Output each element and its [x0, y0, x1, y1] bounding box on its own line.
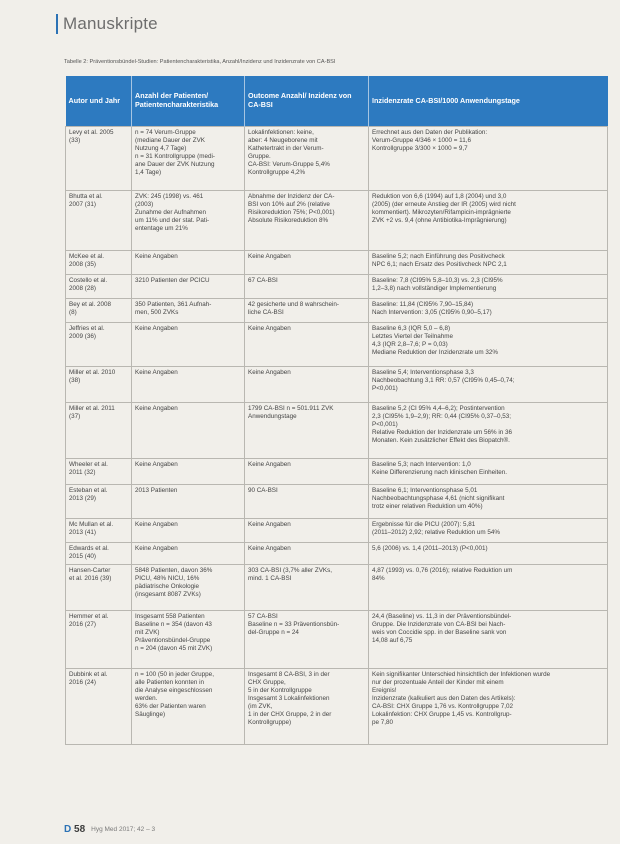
cell-text-line: del-Gruppe n = 24: [248, 629, 299, 636]
cell-text-line: Keine Angaben: [135, 369, 178, 376]
rate-cell: [369, 519, 608, 543]
table-row: [66, 543, 608, 565]
table-row: [66, 669, 608, 745]
cell-text-line: (2011–2012) 2,92; relative Reduktion um 54%: [372, 529, 501, 536]
cell-text-line: Keine Angaben: [248, 545, 291, 552]
cell-text-line: mit ZVK): [135, 629, 160, 636]
cell-text-line: Anwendungstage: [248, 413, 297, 420]
cell-text-line: Zunahme der Aufnahmen: [135, 209, 207, 216]
cell-text-line: Risikoreduktion 75%; P<0,001): [248, 209, 335, 216]
outcome-cell: [245, 275, 369, 299]
cell-text-line: (2005) (der erneute Anstieg der IR (2005) wird nicht: [372, 201, 516, 208]
page-number: D 58: [64, 824, 86, 835]
cell-text-line: pe 7,80: [372, 719, 394, 726]
cell-text-line: Esteban et al.: [69, 487, 108, 494]
cell-text-line: Hansen-Carter: [69, 567, 111, 574]
cell-text-line: Reduktion von 6,6 (1994) auf 1,8 (2004) und 3,0: [372, 193, 507, 200]
cell-text-line: Baseline 5,4; Interventionsphase 3,3: [372, 369, 474, 376]
patients-cell: [132, 459, 245, 485]
patients-cell: [132, 251, 245, 275]
cell-text-line: Miller et al. 2011: [69, 405, 115, 412]
cell-text-line: mind. 1 CA-BSI: [248, 575, 292, 582]
cell-text-line: CA-BSI: CHX Gruppe 1,76 vs. Kontrollgruppe 7,02: [372, 703, 514, 710]
cell-text-line: (37): [69, 413, 81, 420]
author-cell: [66, 543, 132, 565]
author-cell: [66, 127, 132, 191]
cell-text-line: n = 31 Kontrollgruppe (medi-: [135, 153, 215, 160]
cell-text-line: 2009 (36): [69, 333, 96, 340]
cell-text-line: Bey et al. 2008: [69, 301, 112, 308]
cell-text-line: Lokalinfektion: CHX Gruppe 1,45 vs. Kontrollgrup-: [372, 711, 512, 718]
cell-text-line: Baseline 5,3; nach Intervention: 1,0: [372, 461, 471, 468]
author-cell: [66, 403, 132, 459]
table-row: [66, 611, 608, 669]
cell-text-line: Monaten. Kein zusätzlicher Effekt des Biopatch®.: [372, 437, 510, 444]
patients-cell: [132, 611, 245, 669]
cell-text-line: ZVK: 245 (1998) vs. 461: [135, 193, 204, 200]
cell-text-line: Kathetertrakt in der Verum-: [248, 145, 324, 152]
cell-text-line: 4,3 (IQR 2,8–7,6; P = 0,03): [372, 341, 448, 348]
cell-text-line: Jeffries et al.: [69, 325, 105, 332]
cell-text-line: Abnahme der Inzidenz der CA-: [248, 193, 335, 200]
author-cell: [66, 485, 132, 519]
table-row: [66, 485, 608, 519]
cell-text-line: P<0,001): [372, 421, 398, 428]
cell-text-line: 2007 (31): [69, 201, 96, 208]
cell-text-line: ane Dauer der ZVK Nutzung: [135, 161, 215, 168]
cell-text-line: Levy et al. 2005: [69, 129, 114, 136]
cell-text-line: Insgesamt 8 CA-BSI, 3 in der: [248, 671, 330, 678]
cell-text-line: Costello et al.: [69, 277, 108, 284]
cell-text-line: Insgesamt 558 Patienten: [135, 613, 205, 620]
cell-text-line: Letztes Viertel der Teilnahme: [372, 333, 453, 340]
author-cell: [66, 519, 132, 543]
author-cell: [66, 565, 132, 611]
cell-text-line: Keine Angaben: [135, 545, 178, 552]
cell-text-line: 1799 CA-BSI n = 501.911 ZVK: [248, 405, 334, 412]
cell-text-line: 5 in der Kontrollgruppe: [248, 687, 312, 694]
cell-text-line: kommentiert). Mikrozyten/Rifampicin-imprägnierte: [372, 209, 511, 216]
outcome-cell: [245, 299, 369, 323]
author-cell: [66, 367, 132, 403]
table-header-row: [66, 76, 608, 127]
rate-cell: [369, 191, 608, 251]
cell-text-line: 67 CA-BSI: [248, 277, 278, 284]
cell-text-line: 2016 (27): [69, 621, 96, 628]
cell-text-line: 2016 (24): [69, 679, 96, 686]
table-row: [66, 367, 608, 403]
cell-text-line: 5848 Patienten, davon 36%: [135, 567, 213, 574]
table-row: [66, 323, 608, 367]
section-accent-bar: [56, 14, 58, 34]
author-cell: [66, 191, 132, 251]
cell-text-line: et al. 2016 (39): [69, 575, 112, 582]
cell-text-line: (8): [69, 309, 77, 316]
cell-text-line: Wheeler et al.: [69, 461, 108, 468]
cell-text-line: Insgesamt 3 Lokalinfektionen: [248, 695, 330, 702]
author-cell: [66, 251, 132, 275]
cell-text-line: Keine Angaben: [135, 253, 178, 260]
table-caption: Tabelle 2: Präventionsbündel-Studien: Patientencharakteristika, Anzahl/Inzidenz und Inzidenzrate von CA-BSI: [64, 59, 336, 65]
rate-cell: [369, 611, 608, 669]
cell-text-line: Miller et al. 2010: [69, 369, 116, 376]
rate-cell: [369, 543, 608, 565]
cell-text-line: alle Patienten konnten in: [135, 679, 204, 686]
data-table: [65, 76, 608, 745]
cell-text-line: 5,6 (2006) vs. 1,4 (2011–2013) (P<0,001): [372, 545, 488, 552]
section-header: [56, 14, 158, 34]
cell-text-line: 1 in der CHX Gruppe, 2 in der: [248, 711, 332, 718]
author-cell: [66, 459, 132, 485]
cell-text-line: (im ZVK,: [248, 703, 273, 710]
cell-text-line: Baseline 5,2 (CI 95% 4,4–6,2); Postintervention: [372, 405, 505, 412]
table-row: [66, 565, 608, 611]
table-row: [66, 275, 608, 299]
cell-text-line: Präventionsbündel-Gruppe: [135, 637, 211, 644]
cell-text-line: Nach Intervention: 3,05 (CI95% 0,90–5,17): [372, 309, 492, 316]
page-footer: [64, 824, 155, 835]
cell-text-line: 24,4 (Baseline) vs. 11,3 in der Präventionsbündel-: [372, 613, 512, 620]
cell-text-line: 42 gesicherte und 8 wahrschein-: [248, 301, 340, 308]
cell-text-line: Edwards et al.: [69, 545, 109, 552]
cell-text-line: ententage um 21%: [135, 225, 188, 232]
table-row: [66, 191, 608, 251]
author-cell: [66, 299, 132, 323]
cell-text-line: Relative Reduktion der Inzidenzrate um 56% in 36: [372, 429, 513, 436]
table-row: [66, 519, 608, 543]
cell-text-line: 2015 (40): [69, 553, 96, 560]
cell-text-line: CHX Gruppe,: [248, 679, 286, 686]
cell-text-line: Baseline n = 354 (davon 43: [135, 621, 212, 628]
cell-text-line: 14,08 auf 6,75: [372, 637, 413, 644]
cell-text-line: McKee et al.: [69, 253, 104, 260]
cell-text-line: Baseline: 11,84 (CI95% 7,90–15,84): [372, 301, 474, 308]
rate-cell: [369, 669, 608, 745]
cell-text-line: Keine Differenzierung nach klinischen Einheiten.: [372, 469, 508, 476]
cell-text-line: Keine Angaben: [135, 325, 178, 332]
cell-text-line: Ereignis!: [372, 687, 397, 694]
cell-text-line: Keine Angaben: [248, 521, 291, 528]
cell-text-line: die Analyse eingeschlossen: [135, 687, 213, 694]
cell-text-line: liche CA-BSI: [248, 309, 284, 316]
cell-text-line: Keine Angaben: [135, 521, 178, 528]
cell-text-line: Gruppe.: [248, 153, 271, 160]
cell-text-line: 2013 (29): [69, 495, 96, 502]
cell-text-line: 2011 (32): [69, 469, 96, 476]
cell-text-line: (insgesamt 8087 ZVKs): [135, 591, 201, 598]
cell-text-line: Mediane Reduktion der Inzidenzrate um 32%: [372, 349, 499, 356]
cell-text-line: (33): [69, 137, 81, 144]
cell-text-line: 90 CA-BSI: [248, 487, 278, 494]
cell-text-line: (2003): [135, 201, 154, 208]
cell-text-line: n = 100 (50 in jeder Gruppe,: [135, 671, 214, 678]
table-row: [66, 299, 608, 323]
rate-cell: [369, 403, 608, 459]
journal-reference: Hyg Med 2017; 42 – 3: [91, 826, 156, 833]
cell-text-line: Inzidenzrate (kalkuliert aus den Daten des Artikels):: [372, 695, 516, 702]
column-header: Inzidenzrate CA-BSI/1000 Anwendungstage: [369, 76, 608, 127]
cell-text-line: Kontrollgruppe 3/300 × 1000 = 9,7: [372, 145, 468, 152]
cell-text-line: Lokalinfektionen: keine,: [248, 129, 314, 136]
rate-cell: [369, 459, 608, 485]
outcome-cell: [245, 191, 369, 251]
cell-text-line: Kein signifikanter Unterschied hinsichtlich der Infektionen wurde: [372, 671, 551, 678]
cell-text-line: ZVK +2 vs. 9,4 (ohne Antibiotika-Imprägnierung): [372, 217, 507, 224]
cell-text-line: Verum-Gruppe 4/346 × 1000 = 11,6: [372, 137, 471, 144]
cell-text-line: Mc Mullan et al.: [69, 521, 114, 528]
patients-cell: [132, 275, 245, 299]
cell-text-line: Ergebnisse für die PICU (2007): 5,81: [372, 521, 476, 528]
cell-text-line: weis von Coccidie spp. in der Baseline sank von: [372, 629, 507, 636]
rate-cell: [369, 127, 608, 191]
cell-text-line: um 11% und der stat. Pati-: [135, 217, 210, 224]
rate-cell: [369, 275, 608, 299]
column-header: Autor und Jahr: [66, 76, 132, 127]
cell-text-line: 2013 Patienten: [135, 487, 178, 494]
cell-text-line: NPC 6,1; nach Ersatz des Positivcheck NPC 2,1: [372, 261, 507, 268]
patients-cell: [132, 565, 245, 611]
cell-text-line: 2008 (35): [69, 261, 96, 268]
cell-text-line: Dubbink et al.: [69, 671, 108, 678]
column-header: Anzahl der Patienten/ Patientencharakteristika: [132, 76, 245, 127]
patients-cell: [132, 543, 245, 565]
author-cell: [66, 275, 132, 299]
patients-cell: [132, 191, 245, 251]
patients-cell: [132, 403, 245, 459]
outcome-cell: [245, 565, 369, 611]
section-title: Manuskripte: [63, 14, 158, 33]
cell-text-line: aber: 4 Neugeborene mit: [248, 137, 318, 144]
cell-text-line: 84%: [372, 575, 385, 582]
cell-text-line: 4,87 (1993) vs. 0,76 (2016); relative Reduktion um: [372, 567, 513, 574]
cell-text-line: P<0,001): [372, 385, 398, 392]
cell-text-line: 2,3 (CI95% 1,9–2,9); RR: 0,44 (CI95% 0,37–0,53;: [372, 413, 511, 420]
outcome-cell: [245, 367, 369, 403]
table-row: [66, 251, 608, 275]
outcome-cell: [245, 323, 369, 367]
author-cell: [66, 611, 132, 669]
cell-text-line: 2013 (41): [69, 529, 96, 536]
patients-cell: [132, 127, 245, 191]
column-header: Outcome Anzahl/ Inzidenz von CA-BSI: [245, 76, 369, 127]
cell-text-line: Absolute Risikoreduktion 8%: [248, 217, 329, 224]
cell-text-line: nur der prozentuale Anteil der Kinder mit einem: [372, 679, 504, 686]
cell-text-line: pädiatrische Onkologie: [135, 583, 200, 590]
cell-text-line: 350 Patienten, 361 Aufnah-: [135, 301, 212, 308]
table-row: [66, 127, 608, 191]
cell-text-line: BSI von 10% auf 2% (relative: [248, 201, 330, 208]
outcome-cell: [245, 611, 369, 669]
cell-text-line: n = 74 Verum-Gruppe: [135, 129, 196, 136]
outcome-cell: [245, 543, 369, 565]
cell-text-line: Gruppe. Die Inzidenzrate von CA-BSI bei Nach-: [372, 621, 506, 628]
patients-cell: [132, 299, 245, 323]
rate-cell: [369, 323, 608, 367]
cell-text-line: 1,2–3,8) nach vollständiger Implementierung: [372, 285, 497, 292]
cell-text-line: 63% der Patienten waren: [135, 703, 206, 710]
patients-cell: [132, 323, 245, 367]
rate-cell: [369, 485, 608, 519]
cell-text-line: PICU, 48% NICU, 16%: [135, 575, 200, 582]
cell-text-line: Kontrollgruppe): [248, 719, 292, 726]
cell-text-line: Keine Angaben: [248, 369, 291, 376]
outcome-cell: [245, 459, 369, 485]
cell-text-line: 3210 Patienten der PCICU: [135, 277, 210, 284]
cell-text-line: Keine Angaben: [248, 461, 291, 468]
cell-text-line: 57 CA-BSI: [248, 613, 278, 620]
cell-text-line: Nachbeobachtungsphase 4,61 (nicht signifikant: [372, 495, 505, 502]
cell-text-line: Nutzung 4,7 Tage): [135, 145, 187, 152]
cell-text-line: (38): [69, 377, 81, 384]
outcome-cell: [245, 485, 369, 519]
rate-cell: [369, 299, 608, 323]
cell-text-line: Baseline 5,2; nach Einführung des Positivcheck: [372, 253, 505, 260]
outcome-cell: [245, 251, 369, 275]
cell-text-line: Baseline 6,3 (IQR 5,0 – 6,8): [372, 325, 451, 332]
outcome-cell: [245, 127, 369, 191]
cell-text-line: n = 204 (davon 45 mit ZVK): [135, 645, 213, 652]
table-body: [66, 127, 608, 745]
cell-text-line: Keine Angaben: [248, 325, 291, 332]
patients-cell: [132, 519, 245, 543]
cell-text-line: Errechnet aus den Daten der Publikation:: [372, 129, 488, 136]
cell-text-line: Säuglinge): [135, 711, 166, 718]
cell-text-line: Baseline 6,1; Interventionsphase 5,01: [372, 487, 478, 494]
cell-text-line: Hemmer et al.: [69, 613, 109, 620]
patients-cell: [132, 367, 245, 403]
cell-text-line: Baseline: 7,8 (CI95% 5,8–10,3) vs. 2,3 (CI95%: [372, 277, 503, 284]
author-cell: [66, 669, 132, 745]
cell-text-line: Nachbeobachtung 3,1 RR: 0,57 (CI95% 0,45–0,74;: [372, 377, 515, 384]
cell-text-line: (mediane Dauer der ZVK: [135, 137, 205, 144]
outcome-cell: [245, 669, 369, 745]
cell-text-line: 2008 (28): [69, 285, 96, 292]
table-row: [66, 403, 608, 459]
patients-cell: [132, 485, 245, 519]
cell-text-line: men, 500 ZVKs: [135, 309, 179, 316]
cell-text-line: Keine Angaben: [135, 405, 178, 412]
author-cell: [66, 323, 132, 367]
cell-text-line: Kontrollgruppe 4,2%: [248, 169, 306, 176]
rate-cell: [369, 251, 608, 275]
cell-text-line: trotz einer relativen Reduktion um 40%): [372, 503, 483, 510]
outcome-cell: [245, 403, 369, 459]
cell-text-line: 303 CA-BSI (3,7% aller ZVKs,: [248, 567, 332, 574]
outcome-cell: [245, 519, 369, 543]
cell-text-line: Keine Angaben: [135, 461, 178, 468]
cell-text-line: werden.: [135, 695, 158, 702]
cell-text-line: Bhutta et al.: [69, 193, 103, 200]
rate-cell: [369, 367, 608, 403]
cell-text-line: Baseline n = 33 Präventionsbün-: [248, 621, 340, 628]
patients-cell: [132, 669, 245, 745]
cell-text-line: CA-BSI: Verum-Gruppe 5,4%: [248, 161, 330, 168]
rate-cell: [369, 565, 608, 611]
cell-text-line: 1,4 Tage): [135, 169, 162, 176]
cell-text-line: Keine Angaben: [248, 253, 291, 260]
table-row: [66, 459, 608, 485]
